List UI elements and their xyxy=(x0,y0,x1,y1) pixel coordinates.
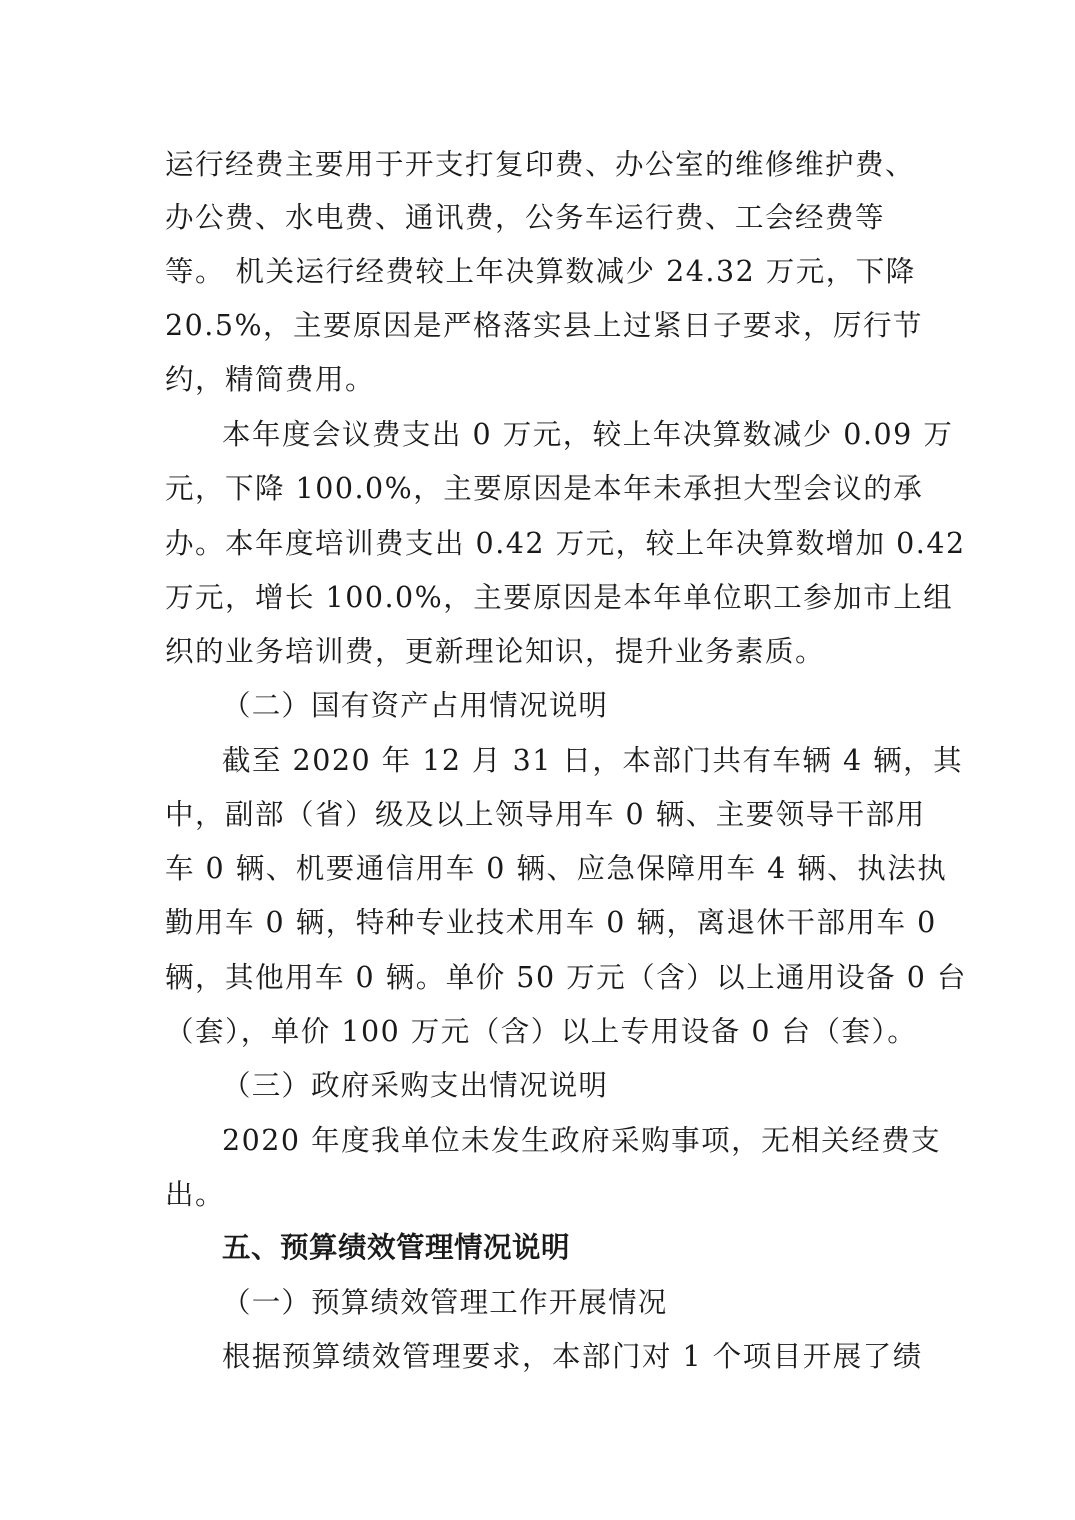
text-line: 万元，增长 100.0%，主要原因是本年单位职工参加市上组 xyxy=(165,581,954,614)
section-heading: （三）政府采购支出情况说明 xyxy=(222,1069,609,1102)
paragraph-start: 根据预算绩效管理要求，本部门对 1 个项目开展了绩 xyxy=(222,1340,923,1373)
text-line: 办。本年度培训费支出 0.42 万元，较上年决算数增加 0.42 xyxy=(165,527,966,560)
paragraph-start: 截至 2020 年 12 月 31 日，本部门共有车辆 4 辆，其 xyxy=(222,744,964,777)
text-line: 车 0 辆、机要通信用车 0 辆、应急保障用车 4 辆、执法执 xyxy=(165,852,948,885)
text-line: 织的业务培训费，更新理论知识，提升业务素质。 xyxy=(165,635,826,668)
text-line: 勤用车 0 辆，特种专业技术用车 0 辆，离退休干部用车 0 xyxy=(165,906,937,939)
section-heading: （一）预算绩效管理工作开展情况 xyxy=(222,1286,668,1319)
chapter-heading: 五、预算绩效管理情况说明 xyxy=(222,1231,571,1264)
text-line: 约，精简费用。 xyxy=(165,363,376,396)
text-line: 运行经费主要用于开支打复印费、办公室的维修维护费、 xyxy=(165,148,916,181)
section-heading: （二）国有资产占用情况说明 xyxy=(222,689,609,722)
paragraph-start: 2020 年度我单位未发生政府采购事项，无相关经费支 xyxy=(222,1124,942,1157)
text-line: 办公费、水电费、通讯费，公务车运行费、工会经费等 xyxy=(165,201,886,234)
text-line: 出。 xyxy=(165,1178,226,1211)
text-line: 元，下降 100.0%，主要原因是本年未承担大型会议的承 xyxy=(165,472,924,505)
text-line: 等。 机关运行经费较上年决算数减少 24.32 万元，下降 xyxy=(165,255,916,288)
text-line: 中，副部（省）级及以上领导用车 0 辆、主要领导干部用 xyxy=(165,798,926,831)
text-line: （套），单价 100 万元（含）以上专用设备 0 台（套）。 xyxy=(165,1015,918,1048)
text-line: 20.5%，主要原因是严格落实县上过紧日子要求，厉行节 xyxy=(165,309,924,342)
paragraph-start: 本年度会议费支出 0 万元，较上年决算数减少 0.09 万 xyxy=(222,418,954,451)
text-line: 辆，其他用车 0 辆。单价 50 万元（含）以上通用设备 0 台 xyxy=(165,961,967,994)
